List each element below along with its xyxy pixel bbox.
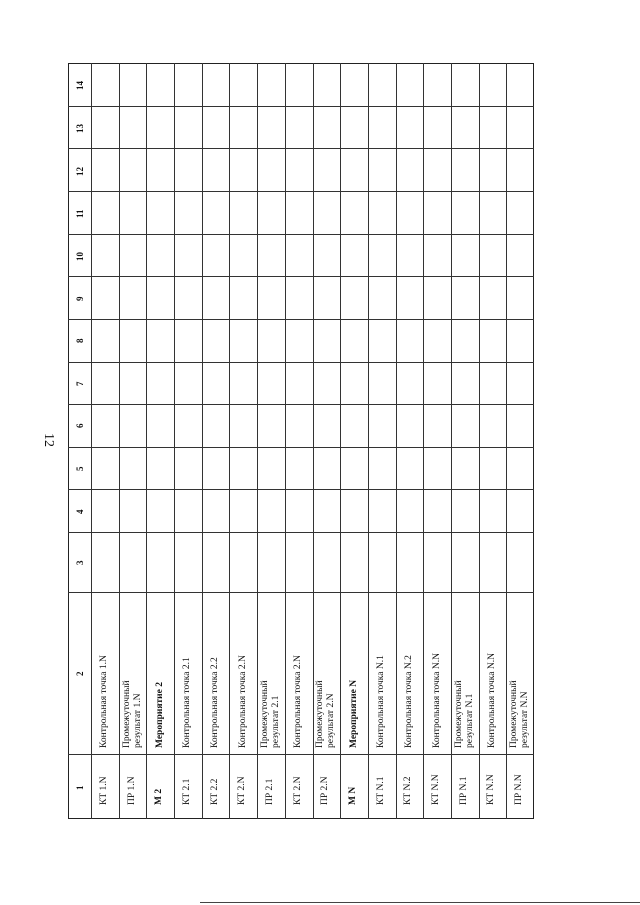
column-header: 2 xyxy=(74,671,85,676)
row-separator xyxy=(146,63,147,819)
row-name: Контрольная точка N.1 xyxy=(376,655,387,748)
row-name: Контрольная точка 2.N xyxy=(237,655,248,748)
row-code: КТ N.1 xyxy=(375,776,386,805)
row-code: ПР N.1 xyxy=(458,776,469,805)
row-code: КТ 2.2 xyxy=(209,778,220,805)
row-separator xyxy=(229,63,230,819)
row-name: Контрольная точка N.2 xyxy=(403,655,414,748)
column-header: 5 xyxy=(74,466,85,472)
row-code: КТ N.N xyxy=(486,774,497,805)
row-name: Мероприятие N xyxy=(348,679,359,748)
column-header: 9 xyxy=(74,296,85,301)
column-separator xyxy=(68,489,534,490)
column-separator xyxy=(68,148,534,149)
row-name: результат 2.N xyxy=(326,693,337,748)
row-separator xyxy=(285,63,286,819)
column-header: 7 xyxy=(74,381,85,386)
row-name: Промежуточный xyxy=(509,680,520,748)
row-name: результат N.1 xyxy=(464,693,475,748)
column-separator xyxy=(68,234,534,235)
column-separator xyxy=(68,276,534,277)
row-name: Контрольная точка N.N xyxy=(486,653,497,748)
column-header: 12 xyxy=(74,166,85,176)
column-header: 14 xyxy=(74,81,85,91)
column-separator xyxy=(68,319,534,320)
row-separator xyxy=(257,63,258,819)
row-separator xyxy=(423,63,424,819)
row-code: КТ 2.1 xyxy=(181,778,192,805)
header-separator xyxy=(91,63,92,819)
bottom-rule xyxy=(200,902,640,903)
row-code: ПР 2.N xyxy=(320,776,331,805)
row-separator xyxy=(313,63,314,819)
row-separator xyxy=(479,63,480,819)
row-separator xyxy=(506,63,507,819)
row-separator xyxy=(119,63,120,819)
row-code: КТ 2.N xyxy=(237,776,248,805)
column-header: 4 xyxy=(74,509,85,514)
row-separator xyxy=(340,63,341,819)
row-name: Мероприятие 2 xyxy=(154,682,165,748)
column-separator xyxy=(68,191,534,192)
row-name: результат N.N xyxy=(520,691,531,748)
row-code: ПР 2.1 xyxy=(264,778,275,805)
row-name: Промежуточный xyxy=(453,680,464,748)
column-header: 6 xyxy=(74,423,85,429)
column-separator xyxy=(68,447,534,448)
row-name: Контрольная точка 2.N xyxy=(293,655,304,748)
column-separator xyxy=(68,106,534,107)
row-code: ПР 1.N xyxy=(126,776,137,805)
row-name: Промежуточный xyxy=(259,680,270,748)
row-code: КТ 1.N xyxy=(98,776,109,805)
column-header: 13 xyxy=(74,123,85,133)
column-separator xyxy=(68,754,534,755)
row-separator xyxy=(202,63,203,819)
column-separator xyxy=(68,592,534,593)
column-header: 11 xyxy=(74,209,85,219)
column-header: 10 xyxy=(74,251,85,261)
row-separator xyxy=(451,63,452,819)
column-header: 3 xyxy=(74,560,85,565)
row-code: КТ N.2 xyxy=(403,776,414,805)
column-header: 8 xyxy=(74,338,85,344)
row-name: Промежуточный xyxy=(315,680,326,748)
page-number: 12 xyxy=(41,433,56,447)
row-name: Контрольная точка N.N xyxy=(431,653,442,748)
column-header: 1 xyxy=(74,785,85,790)
row-name: результат 1.N xyxy=(132,693,143,748)
row-name: Контрольная точка 2.1 xyxy=(182,657,193,748)
row-separator xyxy=(174,63,175,819)
row-code: КТ 2.N xyxy=(292,776,303,805)
row-code: М 2 xyxy=(154,788,165,805)
column-separator xyxy=(68,404,534,405)
column-separator xyxy=(68,532,534,533)
row-name: Контрольная точка 1.N xyxy=(99,655,110,748)
row-name: Промежуточный xyxy=(121,680,132,748)
schedule-table xyxy=(68,63,534,819)
row-separator xyxy=(368,63,369,819)
row-code: ПР N.N xyxy=(514,774,525,805)
row-name: результат 2.1 xyxy=(270,695,281,748)
row-code: М N xyxy=(348,786,359,805)
row-name: Контрольная точка 2.2 xyxy=(210,657,221,748)
row-separator xyxy=(396,63,397,819)
row-code: КТ N.N xyxy=(431,774,442,805)
column-separator xyxy=(68,362,534,363)
